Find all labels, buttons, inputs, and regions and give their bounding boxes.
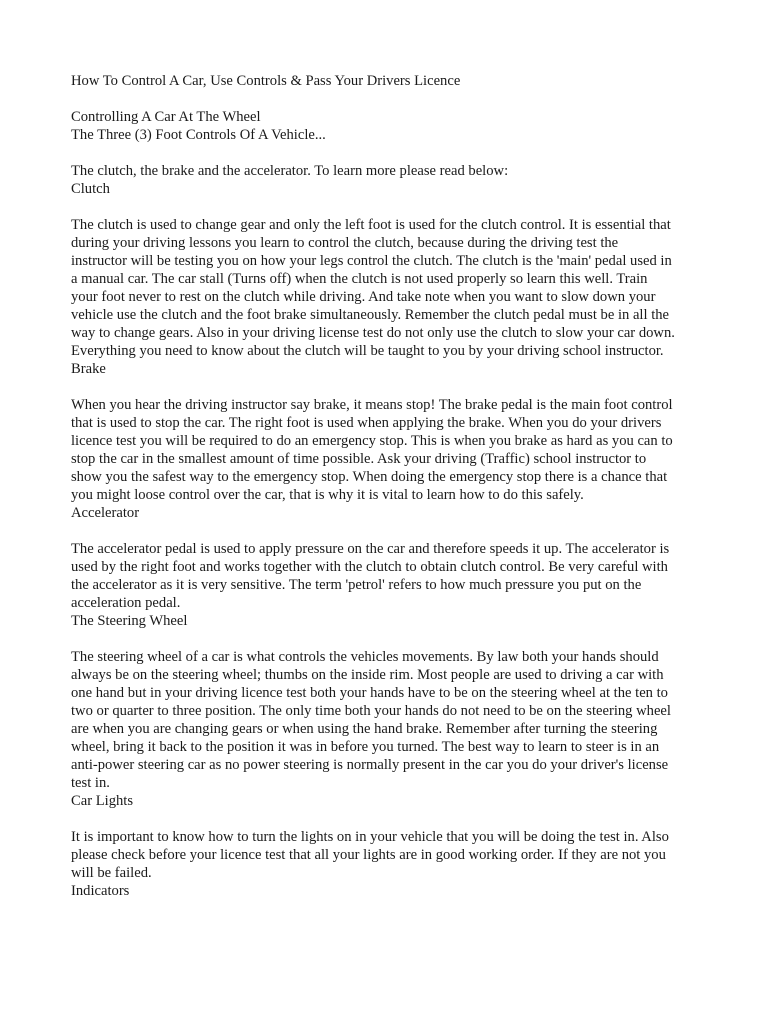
paragraph-line: test in. [71,775,110,791]
section-heading-car-lights: Car Lights [71,793,134,809]
paragraph-line: always be on the steering wheel; thumbs on the inside rim. Most people are used to driving a car with [71,667,664,683]
paragraph-line: anti-power steering car as no power steering is normally present in the car you do your driver's license [71,757,669,773]
paragraph-line: wheel, bring it back to the position it was in before you turned. The best way to learn to steer is in an [71,739,660,755]
paragraph-brake [71,396,701,504]
paragraph-line: during your driving lessons you learn to control the clutch, because during the driving test the [71,235,619,251]
spacer [71,378,701,396]
paragraph-line: two or quarter to three position. The only time both your hands do not need to be on the steering wheel [71,703,671,719]
paragraph-line: stop the car in the smallest amount of time possible. Ask your driving (Traffic) school instructor to [71,451,647,467]
paragraph-line: The accelerator pedal is used to apply pressure on the car and therefore speeds it up. The accelerator is [71,541,670,557]
spacer [71,90,701,108]
paragraph-line: way to change gears. Also in your driving license test do not only use the clutch to slow your car down. [71,325,675,341]
paragraph-line: The steering wheel of a car is what controls the vehicles movements. By law both your hands should [71,649,659,665]
intro-text: The clutch, the brake and the accelerator. To learn more please read below: [71,163,509,179]
section-heading-the-steering-wheel: The Steering Wheel [71,613,188,629]
paragraph-clutch [71,216,701,360]
paragraph-line: It is important to know how to turn the lights on in your vehicle that you will be doing the test in. Also [71,829,669,845]
paragraph-line: you might loose control over the car, that is why it is vital to learn how to do this safely. [71,487,584,503]
paragraph-line: show you the safest way to the emergency stop. When doing the emergency stop there is a chance that [71,469,668,485]
paragraph-line: licence test you will be required to do an emergency stop. This is when you brake as hard as you can to [71,433,673,449]
paragraph-line: are when you are changing gears or when using the hand brake. Remember after turning the steering [71,721,658,737]
paragraph-line: Everything you need to know about the clutch will be taught to you by your driving school instructor. [71,343,664,359]
spacer [71,630,701,648]
paragraph-accelerator [71,540,701,612]
paragraph-line: a manual car. The car stall (Turns off) when the clutch is not used properly so learn this well. Train [71,271,648,287]
section-heading-clutch: Clutch [71,181,110,197]
spacer [71,810,701,828]
paragraph-line: one hand but in your driving licence test both your hands have to be on the steering wheel at the ten to [71,685,668,701]
document-title: How To Control A Car, Use Controls & Pass Your Drivers Licence [71,73,461,89]
paragraph-line: that is used to stop the car. The right foot is used when applying the brake. When you do your drivers [71,415,662,431]
section-heading-brake: Brake [71,361,106,377]
section-heading-indicators: Indicators [71,883,130,899]
paragraph-line: used by the right foot and works together with the clutch to obtain clutch control. Be very careful with [71,559,668,575]
paragraph-line: instructor will be testing you on how your legs control the clutch. The clutch is the 'main' pedal used in [71,253,672,269]
paragraph-line: acceleration pedal. [71,595,181,611]
document-page [71,72,701,900]
paragraph-car-lights [71,828,701,882]
section-heading-controlling: Controlling A Car At The Wheel [71,109,261,125]
paragraph-line: your foot never to rest on the clutch while driving. And take note when you want to slow down your [71,289,656,305]
spacer [71,522,701,540]
document-sections [71,180,701,900]
section-heading-accelerator: Accelerator [71,505,140,521]
paragraph-line: When you hear the driving instructor say brake, it means stop! The brake pedal is the main foot control [71,397,673,413]
section-subheading-foot-controls: The Three (3) Foot Controls Of A Vehicle... [71,127,326,143]
paragraph-line: please check before your licence test that all your lights are in good working order. If they are not you [71,847,666,863]
paragraph-line: the accelerator as it is very sensitive. The term 'petrol' refers to how much pressure you put on the [71,577,642,593]
paragraph-line: The clutch is used to change gear and only the left foot is used for the clutch control. It is essential that [71,217,671,233]
paragraph-line: will be failed. [71,865,152,881]
spacer [71,198,701,216]
paragraph-the-steering-wheel [71,648,701,792]
spacer [71,144,701,162]
paragraph-line: vehicle use the clutch and the foot brake simultaneously. Remember the clutch pedal must be in all the [71,307,670,323]
